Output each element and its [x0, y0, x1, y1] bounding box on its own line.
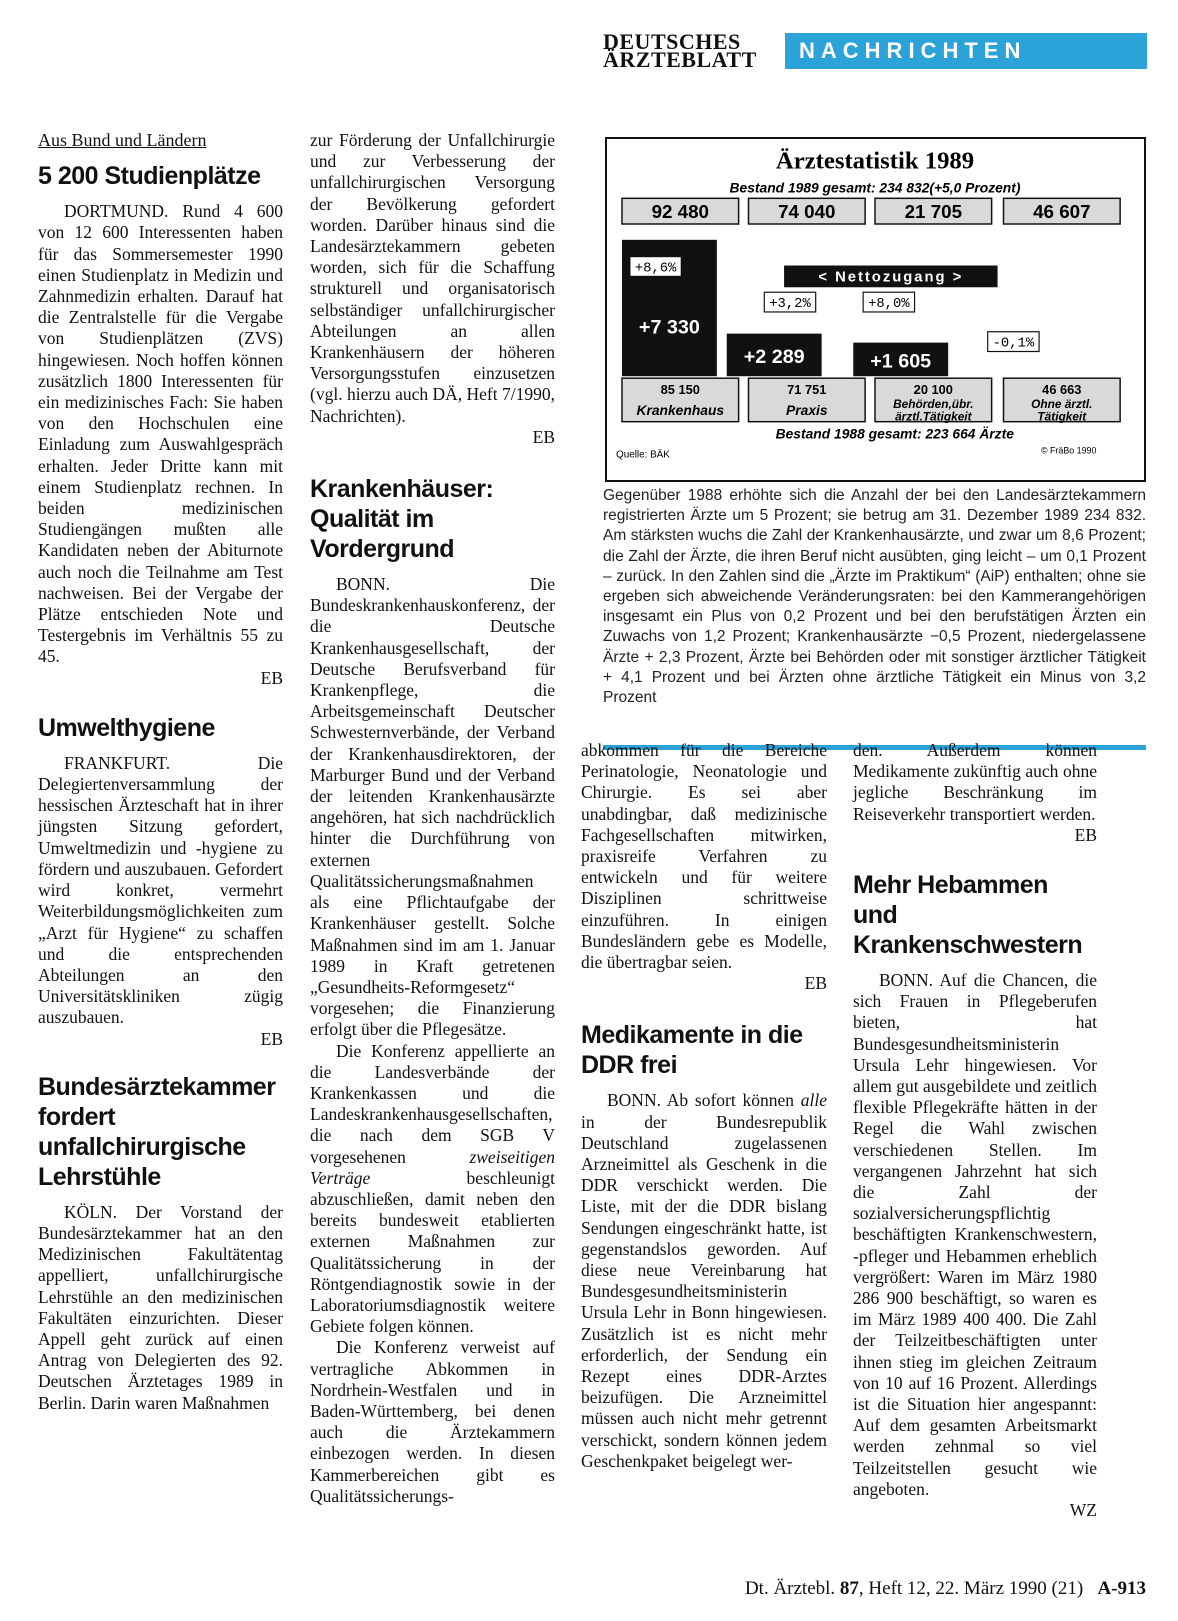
chart-source: Quelle: BÄK [616, 449, 670, 461]
author-signature: EB [260, 667, 283, 688]
bestand-1988-value: 85 150 [660, 382, 700, 398]
article-body-umwelthygiene: FRANKFURT. Die Delegiertenversammlung der hessischen Ärzteschaft hat in ihrer jüngsten Sitzung gefordert, Umweltmedizin und -hygiene zu fördern und auszubauen. Gefordert wird konkret, vermehrt Weiterbildungsmöglichkeiten zum „Arzt für Hygiene“ zu schaffen und die entsprechenden Abteilungen an den Universitätskliniken zügig auszubauen. [38, 752, 283, 1028]
category-label: Behörden,übr. ärztl.Tätigkeit [893, 396, 974, 424]
author-signature: WZ [1069, 1500, 1097, 1521]
section-kicker: Aus Bund und Ländern [38, 130, 207, 150]
brand-line-2: ÄRZTEBLATT [603, 47, 757, 72]
text-run: Die Konferenz appellierte an die Landesverbände der Krankenkassen und die Landeskrankenhausgesellschaften, die nach dem SGB V vorgesehenen [310, 1040, 555, 1167]
chart-caption: Gegenüber 1988 erhöhte sich die Anzahl der bei den Landesärztekammern registrierten Ärzte um 5 Prozent; sie betrug am 31. Dezember 1989 234 832. Am stärksten wuchs die Zahl der Krankenhausärzte, und zwar um 8,6 Prozent; die Zahl der Ärzte, die ihren Beruf nicht ausübten, ging leicht – um 0,1 Prozent – zurück. In den Zahlen sind die „Ärzte im Praktikum“ (AiP) enthalten; ohne sie ergeben sich abweichende Veränderungsraten: bei den Kammerangehörigen insgesamt ein Plus von 0,2 Prozent und bei den berufstätigen Ärzten ein Zuwachs von 1,2 Prozent; Krankenhausärzte −0,5 Prozent, niedergelassene Ärzte + 2,3 Prozent, Ärzte bei Behörden oder mit sonstiger ärztlicher Tätigkeit + 4,1 Prozent und bei Ärzten ohne ärztliche Tätigkeit ein Minus von 3,2 Prozent [603, 487, 1146, 707]
bestand-1988-value: 46 663 [1042, 382, 1082, 398]
net-growth-label: +2 289 [743, 345, 805, 368]
author-signature: EB [532, 426, 555, 447]
page-number: A-913 [1097, 1578, 1146, 1599]
text-run: in der Bundesrepublik Deutschland zugelassenen Arzneimittel als Geschenk in die DDR verschickt werden. Die Liste, mit der die DDR bislang Sendungen eingeschränkt hatte, ist gegenstandslos geworden. Auf diese neue Vereinbarung hat Bundesgesundheitsministerin Ursula Lehr in Bonn hingewiesen. Zusätzlich ist es nicht mehr erforderlich, der Sendung ein Rezept eines DDR-Arztes beizufügen. Die Arzneimittel müssen auch nicht mehr getrennt verschickt, sondern können jedem Geschenkpaket beigelegt wer- [581, 1111, 827, 1471]
chart-title: Ärztestatistik 1989 [775, 147, 975, 175]
brand-line-1: DEUTSCHES [603, 29, 741, 54]
category-label: Krankenhaus [636, 401, 725, 418]
category-label: Praxis [786, 401, 828, 418]
author-signature: EB [804, 973, 827, 994]
article-body-lehrstuehle-cont: zur Förderung der Unfallchirurgie und zur Verbesserung der unfallchirurgischen Versorgung der Bevölkerung gefordert worden. Darüber hinaus sind die Landesärztekammern gebeten worden, sich für die Schaffung strukturell und organisatorisch selbständiger unfallchirurgischer Abteilungen an allen Krankenhäusern der höheren Versorgungsstufen einzusetzen (vgl. hierzu auch DÄ, Heft 7/1990, Nachrichten). [310, 130, 555, 426]
article-title-umwelthygiene: Umwelthygiene [38, 713, 215, 742]
article-body-krankenhaeuser-p3: Die Konferenz verweist auf vertragliche Abkommen in Nordrhein-Westfalen und in Baden-Württemberg, bei denen auch die Ärztekammern einbezogen werden. In diesen Kammerbereichen gibt es Qualitätssicherungs- [310, 1337, 555, 1506]
masthead-logo [603, 29, 757, 72]
article-title-lehrstuehle: Bundesärztekammer fordert unfallchirurgische Lehrstühle [38, 1072, 276, 1191]
category-label: Ohne ärztl. Tätigkeit [1031, 396, 1093, 424]
chart-subtitle-bottom: Bestand 1988 gesamt: 223 664 Ärzte [775, 425, 1014, 442]
chart-copyright: © FräBo 1990 [1041, 445, 1097, 456]
emphasis-text: alle [800, 1090, 827, 1111]
net-growth-label: +7 330 [638, 316, 700, 339]
article-body-studienplaetze: DORTMUND. Rund 4 600 von 12 600 Interessenten haben für das Sommersemester 1990 einen Studienplatz in Medizin und Zahnmedizin erhalten. Darauf hat die Zentralstelle für die Vergabe von Studienplätzen (ZVS) hingewiesen. Noch hoffen können zusätzlich 1800 Interessenten für ein medizinisches Fach: Sie haben von den Hochschulen eine Einladung zum Auswahlgespräch erhalten. Jeder Dritte kann mit einem Studienplatz rechnen. In beiden medizinischen Studiengängen mußten alle Kandidaten neben der Abiturnote auch noch die Teilnahme am Test nachweisen. Bei der Vergabe der Plätze entschieden Note und Testergebnis im Verhältnis 55 zu 45. [38, 201, 283, 667]
bestand-1989-value: 92 480 [651, 201, 709, 223]
percent-label: +8,6% [634, 260, 677, 277]
page-footer [660, 1578, 1146, 1600]
article-body-krankenhaeuser-p2 [310, 1041, 555, 1338]
bestand-1989-value: 46 607 [1033, 201, 1091, 223]
column-3 [581, 740, 827, 1472]
article-body-medikamente [581, 1090, 827, 1472]
article-body-lehrstuehle: KÖLN. Der Vorstand der Bundesärztekammer hat an den Medizinischen Fakultätentag appelliert, unfallchirurgische Lehrstühle an den medizinischen Fakultäten einzurichten. Dieser Appell geht zurück auf einen Antrag von Delegierten des 92. Deutschen Ärztetages 1989 in Berlin. Darin waren Maßnahmen [38, 1201, 283, 1413]
percent-label: +8,0% [868, 296, 910, 313]
bestand-1988-value: 71 751 [787, 382, 827, 398]
author-signature: EB [1074, 824, 1097, 845]
text-run: BONN. Ab sofort können [607, 1090, 801, 1111]
net-growth-label: +1 605 [870, 350, 932, 373]
column-4 [853, 740, 1097, 1521]
journal-name: Dt. Ärztebl. [744, 1578, 840, 1599]
volume-number: 87 [839, 1578, 859, 1599]
article-body-krankenhaeuser-p1: BONN. Die Bundeskrankenhauskonferenz, der die Deutsche Krankenhausgesellschaft, der Deutsche Berufsverband für Krankenpflege, die Arbeitsgemeinschaft Deutscher Schwesternverbände, der Verband der Krankenhausdirektoren, der Marburger Bund und der Verband der leitenden Krankenhausärzte angehören, hat sich nachdrücklich hinter die Durchführung von externen Qualitätssicherungsmaßnahmen als eine Pflichtaufgabe der Krankenhäuser gestellt. Solche Maßnahmen sind im am 1. Januar 1989 in Kraft getretenen „Gesundheits-Reformgesetz“ vorgesehen; die Finanzierung erfolgt über die Pflegesätze. [310, 574, 555, 1040]
article-body-medikamente-cont: den. Außerdem können Medikamente zukünftig auch ohne jegliche Beschränkung im Reiseverkehr transportiert werden. [853, 740, 1097, 824]
emphasis-text: zweiseitigen Verträge [310, 1146, 555, 1188]
column-1 [38, 130, 283, 1414]
article-title-krankenhaeuser: Krankenhäuser: Qualität im Vordergrund [310, 475, 494, 564]
chart-subtitle-top: Bestand 1989 gesamt: 234 832(+5,0 Prozent) [729, 179, 1021, 196]
bestand-1989-value: 74 040 [778, 201, 836, 223]
percent-label: +3,2% [769, 296, 811, 313]
column-2 [310, 130, 555, 1507]
percent-label: -0,1% [992, 335, 1035, 352]
bestand-1989-value: 21 705 [904, 201, 963, 223]
article-title-medikamente: Medikamente in die DDR frei [581, 1021, 803, 1080]
nettozugang-label: < Nettozugang > [818, 269, 964, 286]
issue-info: , Heft 12, 22. März 1990 (21) [858, 1578, 1084, 1599]
section-banner: NACHRICHTEN [785, 33, 1147, 69]
article-body-hebammen: BONN. Auf die Chancen, die sich Frauen in Pflegeberufen bieten, hat Bundesgesundheitsministerin Ursula Lehr hingewiesen. Vor allem gut ausgebildete und zeitlich flexible Pflegekräfte hätten in der Regel die Wahl zwischen verschiedenen Stellen. Im vergangenen Jahrzehnt hat sich die Zahl der sozialversicherungspflichtig beschäftigten Krankenschwestern, -pfleger und Hebammen erheblich vergrößert: Waren im März 1980 286 900 beschäftigt, so waren es im März 1989 400 400. Die Zahl der Teilzeitbeschäftigten unter ihnen stieg im gleichen Zeitraum von 10 auf 16 Prozent. Allerdings ist die Situation hier angespannt: Auf dem gesamten Arbeitsmarkt werden zehnmal so viel Teilzeitstellen gesucht wie angeboten. [853, 970, 1097, 1499]
bestand-1988-value: 20 100 [913, 382, 953, 398]
article-title-studienplaetze: 5 200 Studienplätze [38, 162, 261, 191]
text-run: beschleunigt abzuschließen, damit neben den bereits bundesweit etablierten externen Maßnahmen zur Qualitätssicherung in der Röntgendiagnostik sowie in der Laboratoriumsdiagnostik weitere Gebiete folgen können. [310, 1167, 555, 1337]
article-body-krankenhaeuser-cont: abkommen für die Bereiche Perinatologie, Neonatologie und Chirurgie. Es sei aber unabdingbar, daß medizinische Fachgesellschaften mitwirken, praxisreife Verfahren zu entwickeln und für weitere Disziplinen schrittweise einzuführen. In einigen Bundesländern gebe es Modelle, die übertragbar seien. [581, 740, 827, 973]
author-signature: EB [260, 1028, 283, 1049]
article-title-hebammen: Mehr Hebammen und Krankenschwestern [853, 871, 1083, 960]
aerztestatistik-chart [605, 137, 1146, 482]
